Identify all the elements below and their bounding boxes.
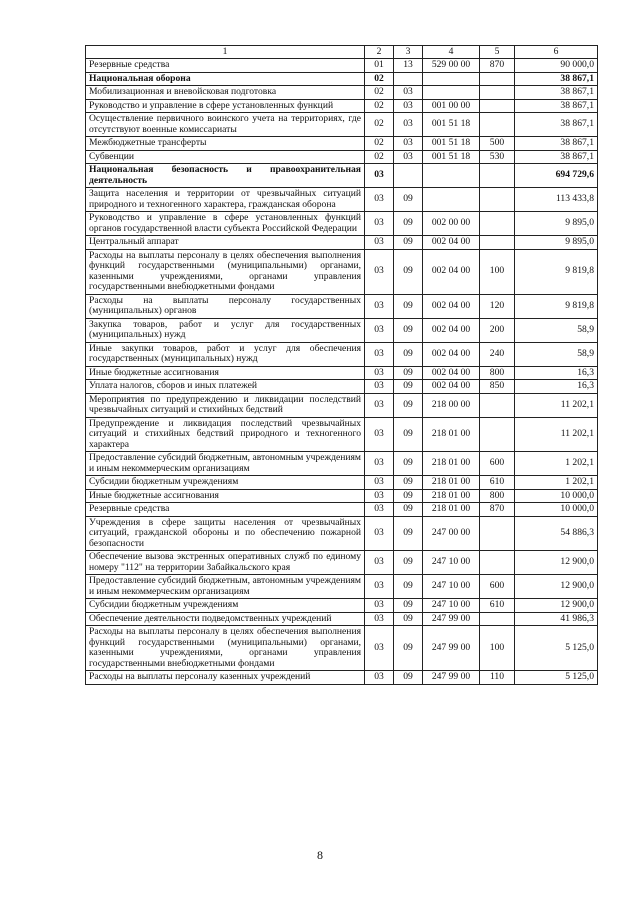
target-article-cell: 002 04 00 [423,249,480,294]
subsection-code-cell: 09 [394,188,423,212]
expense-type-cell: 610 [480,476,515,490]
subsection-code-cell: 09 [394,366,423,380]
row-name-cell: Расходы на выплаты персоналу казенных учреждений [86,671,365,685]
section-code-cell: 03 [365,318,394,342]
row-name-cell: Расходы на выплаты персоналу в целях обеспечения выполнения функций государственными (муниципальными) органами, казенными учреждениями, органами управления государственными внебюджетными фондами [86,249,365,294]
table-row [86,575,598,599]
table-row [86,476,598,490]
expense-type-cell: 100 [480,249,515,294]
table-row [86,452,598,476]
section-code-cell: 02 [365,72,394,86]
subsection-code-cell: 13 [394,59,423,73]
table-row [86,503,598,517]
subsection-code-cell: 09 [394,516,423,551]
row-name-cell: Закупка товаров, работ и услуг для государственных (муниципальных) нужд [86,318,365,342]
amount-cell: 38 867,1 [515,99,598,113]
subsection-code-cell: 09 [394,599,423,613]
subsection-code-cell: 09 [394,342,423,366]
amount-cell: 16,3 [515,380,598,394]
amount-cell: 1 202,1 [515,476,598,490]
subsection-code-cell: 03 [394,86,423,100]
section-code-cell: 03 [365,476,394,490]
section-code-cell: 01 [365,59,394,73]
subsection-code-cell: 09 [394,393,423,417]
target-article-cell: 218 01 00 [423,503,480,517]
expense-type-cell: 530 [480,150,515,164]
amount-cell: 90 000,0 [515,59,598,73]
row-name-cell: Национальная оборона [86,72,365,86]
table-row [86,164,598,188]
expense-type-cell: 800 [480,489,515,503]
row-name-cell: Предоставление субсидий бюджетным, автономным учреждениям и иным некоммерческим организациям [86,575,365,599]
subsection-code-cell [394,164,423,188]
row-name-cell: Мероприятия по предупреждению и ликвидации последствий чрезвычайных ситуаций и стихийных бедствий [86,393,365,417]
section-code-cell: 03 [365,626,394,671]
target-article-cell: 247 00 00 [423,516,480,551]
expense-type-cell [480,516,515,551]
row-name-cell: Уплата налогов, сборов и иных платежей [86,380,365,394]
subsection-code-cell: 09 [394,249,423,294]
target-article-cell: 247 99 00 [423,626,480,671]
table-row [86,72,598,86]
table-row [86,318,598,342]
row-name-cell: Иные закупки товаров, работ и услуг для обеспечения государственных (муниципальных) нужд [86,342,365,366]
target-article-cell: 247 10 00 [423,551,480,575]
table-row [86,489,598,503]
section-code-cell: 02 [365,99,394,113]
target-article-cell: 001 51 18 [423,113,480,137]
row-name-cell: Межбюджетные трансферты [86,137,365,151]
row-name-cell: Расходы на выплаты персоналу в целях обеспечения выполнения функций государственными (муниципальными) органами, казенными учреждениями, органами управления государственными внебюджетными фондами [86,626,365,671]
subsection-code-cell [394,72,423,86]
amount-cell: 38 867,1 [515,72,598,86]
row-name-cell: Центральный аппарат [86,236,365,250]
row-name-cell: Иные бюджетные ассигнования [86,366,365,380]
section-code-cell: 03 [365,164,394,188]
section-code-cell: 03 [365,516,394,551]
table-row [86,150,598,164]
amount-cell: 38 867,1 [515,86,598,100]
expense-type-cell [480,612,515,626]
amount-cell: 38 867,1 [515,113,598,137]
table-row [86,59,598,73]
target-article-cell: 001 51 18 [423,137,480,151]
table-row [86,249,598,294]
amount-cell: 1 202,1 [515,452,598,476]
amount-cell: 10 000,0 [515,503,598,517]
subsection-code-cell: 09 [394,626,423,671]
section-code-cell: 02 [365,113,394,137]
row-name-cell: Субвенции [86,150,365,164]
table-row [86,113,598,137]
row-name-cell: Учреждения в сфере защиты населения от чрезвычайных ситуаций, гражданской обороны и по обеспечению пожарной безопасности [86,516,365,551]
table-row [86,551,598,575]
target-article-cell: 529 00 00 [423,59,480,73]
target-article-cell: 002 04 00 [423,318,480,342]
section-code-cell: 03 [365,380,394,394]
section-code-cell: 03 [365,342,394,366]
expense-type-cell: 870 [480,503,515,517]
row-name-cell: Обеспечение деятельности подведомственных учреждений [86,612,365,626]
expense-type-cell [480,236,515,250]
table-row [86,366,598,380]
target-article-cell [423,188,480,212]
table-row [86,188,598,212]
column-header: 6 [515,46,598,59]
expense-type-cell: 600 [480,452,515,476]
budget-table [85,45,598,685]
expense-type-cell: 110 [480,671,515,685]
expense-type-cell [480,164,515,188]
table-row [86,393,598,417]
expense-type-cell: 850 [480,380,515,394]
expense-type-cell: 120 [480,294,515,318]
row-name-cell: Обеспечение вызова экстренных оперативных служб по единому номеру "112" на территории Забайкальского края [86,551,365,575]
section-code-cell: 03 [365,671,394,685]
row-name-cell: Предоставление субсидий бюджетным, автономным учреждениям и иным некоммерческим организациям [86,452,365,476]
expense-type-cell [480,212,515,236]
subsection-code-cell: 03 [394,113,423,137]
subsection-code-cell: 09 [394,476,423,490]
amount-cell: 58,9 [515,318,598,342]
amount-cell: 5 125,0 [515,626,598,671]
table-row [86,417,598,452]
target-article-cell: 002 00 00 [423,212,480,236]
column-header: 5 [480,46,515,59]
table-row [86,99,598,113]
target-article-cell: 218 01 00 [423,489,480,503]
page-number: 8 [317,848,323,862]
subsection-code-cell: 03 [394,99,423,113]
target-article-cell: 218 00 00 [423,393,480,417]
subsection-code-cell: 09 [394,318,423,342]
column-header: 3 [394,46,423,59]
expense-type-cell [480,188,515,212]
target-article-cell: 247 99 00 [423,671,480,685]
expense-type-cell: 610 [480,599,515,613]
target-article-cell: 002 04 00 [423,380,480,394]
expense-type-cell: 500 [480,137,515,151]
amount-cell: 113 433,8 [515,188,598,212]
table-row [86,380,598,394]
target-article-cell: 218 01 00 [423,452,480,476]
expense-type-cell [480,113,515,137]
expense-type-cell [480,99,515,113]
expense-type-cell [480,551,515,575]
table-row [86,612,598,626]
table-row [86,236,598,250]
section-code-cell: 03 [365,503,394,517]
amount-cell: 10 000,0 [515,489,598,503]
section-code-cell: 03 [365,599,394,613]
table-row [86,599,598,613]
expense-type-cell: 100 [480,626,515,671]
row-name-cell: Предупреждение и ликвидация последствий чрезвычайных ситуаций и стихийных бедствий природного и техногенного характера [86,417,365,452]
row-name-cell: Резервные средства [86,59,365,73]
expense-type-cell: 600 [480,575,515,599]
amount-cell: 41 986,3 [515,612,598,626]
table-row [86,342,598,366]
amount-cell: 694 729,6 [515,164,598,188]
subsection-code-cell: 09 [394,551,423,575]
section-code-cell: 02 [365,137,394,151]
column-header: 2 [365,46,394,59]
amount-cell: 9 819,8 [515,294,598,318]
section-code-cell: 02 [365,86,394,100]
subsection-code-cell: 09 [394,671,423,685]
amount-cell: 9 895,0 [515,236,598,250]
subsection-code-cell: 09 [394,380,423,394]
row-name-cell: Руководство и управление в сфере установленных функций органов государственной власти субъекта Российской Федерации [86,212,365,236]
row-name-cell: Иные бюджетные ассигнования [86,489,365,503]
section-code-cell: 03 [365,612,394,626]
table-row [86,294,598,318]
subsection-code-cell: 09 [394,612,423,626]
target-article-cell: 002 04 00 [423,342,480,366]
amount-cell: 16,3 [515,366,598,380]
amount-cell: 5 125,0 [515,671,598,685]
subsection-code-cell: 03 [394,137,423,151]
target-article-cell: 001 00 00 [423,99,480,113]
table-row [86,137,598,151]
column-header: 1 [86,46,365,59]
table-row [86,671,598,685]
expense-type-cell [480,393,515,417]
section-code-cell: 03 [365,417,394,452]
expense-type-cell: 200 [480,318,515,342]
section-code-cell: 03 [365,249,394,294]
expense-type-cell [480,72,515,86]
amount-cell: 54 886,3 [515,516,598,551]
amount-cell: 38 867,1 [515,150,598,164]
amount-cell: 38 867,1 [515,137,598,151]
target-article-cell: 001 51 18 [423,150,480,164]
target-article-cell: 247 10 00 [423,575,480,599]
subsection-code-cell: 03 [394,150,423,164]
section-code-cell: 03 [365,366,394,380]
amount-cell: 9 895,0 [515,212,598,236]
amount-cell: 12 900,0 [515,551,598,575]
subsection-code-cell: 09 [394,417,423,452]
section-code-cell: 03 [365,489,394,503]
section-code-cell: 03 [365,236,394,250]
subsection-code-cell: 09 [394,452,423,476]
target-article-cell [423,86,480,100]
row-name-cell: Субсидии бюджетным учреждениям [86,599,365,613]
table-row [86,626,598,671]
subsection-code-cell: 09 [394,575,423,599]
row-name-cell: Осуществление первичного воинского учета на территориях, где отсутствуют военные комиссариаты [86,113,365,137]
table-row [86,212,598,236]
section-code-cell: 03 [365,551,394,575]
row-name-cell: Мобилизационная и вневойсковая подготовка [86,86,365,100]
target-article-cell [423,164,480,188]
subsection-code-cell: 09 [394,503,423,517]
target-article-cell: 002 04 00 [423,236,480,250]
column-header: 4 [423,46,480,59]
target-article-cell: 002 04 00 [423,294,480,318]
section-code-cell: 03 [365,452,394,476]
row-name-cell: Защита населения и территории от чрезвычайных ситуаций природного и техногенного характера, гражданская оборона [86,188,365,212]
expense-type-cell [480,417,515,452]
expense-type-cell [480,86,515,100]
table-header-row [86,46,598,59]
section-code-cell: 03 [365,212,394,236]
row-name-cell: Субсидии бюджетным учреждениям [86,476,365,490]
amount-cell: 12 900,0 [515,599,598,613]
amount-cell: 58,9 [515,342,598,366]
section-code-cell: 03 [365,393,394,417]
row-name-cell: Руководство и управление в сфере установленных функций [86,99,365,113]
row-name-cell: Национальная безопасность и правоохранительная деятельность [86,164,365,188]
target-article-cell [423,72,480,86]
target-article-cell: 247 99 00 [423,612,480,626]
expense-type-cell: 870 [480,59,515,73]
target-article-cell: 218 01 00 [423,476,480,490]
expense-type-cell: 800 [480,366,515,380]
expense-type-cell: 240 [480,342,515,366]
amount-cell: 11 202,1 [515,417,598,452]
amount-cell: 9 819,8 [515,249,598,294]
target-article-cell: 247 10 00 [423,599,480,613]
subsection-code-cell: 09 [394,489,423,503]
section-code-cell: 02 [365,150,394,164]
subsection-code-cell: 09 [394,236,423,250]
subsection-code-cell: 09 [394,294,423,318]
row-name-cell: Расходы на выплаты персоналу государственных (муниципальных) органов [86,294,365,318]
amount-cell: 11 202,1 [515,393,598,417]
target-article-cell: 218 01 00 [423,417,480,452]
table-row [86,516,598,551]
subsection-code-cell: 09 [394,212,423,236]
target-article-cell: 002 04 00 [423,366,480,380]
section-code-cell: 03 [365,188,394,212]
amount-cell: 12 900,0 [515,575,598,599]
row-name-cell: Резервные средства [86,503,365,517]
section-code-cell: 03 [365,575,394,599]
section-code-cell: 03 [365,294,394,318]
table-row [86,86,598,100]
